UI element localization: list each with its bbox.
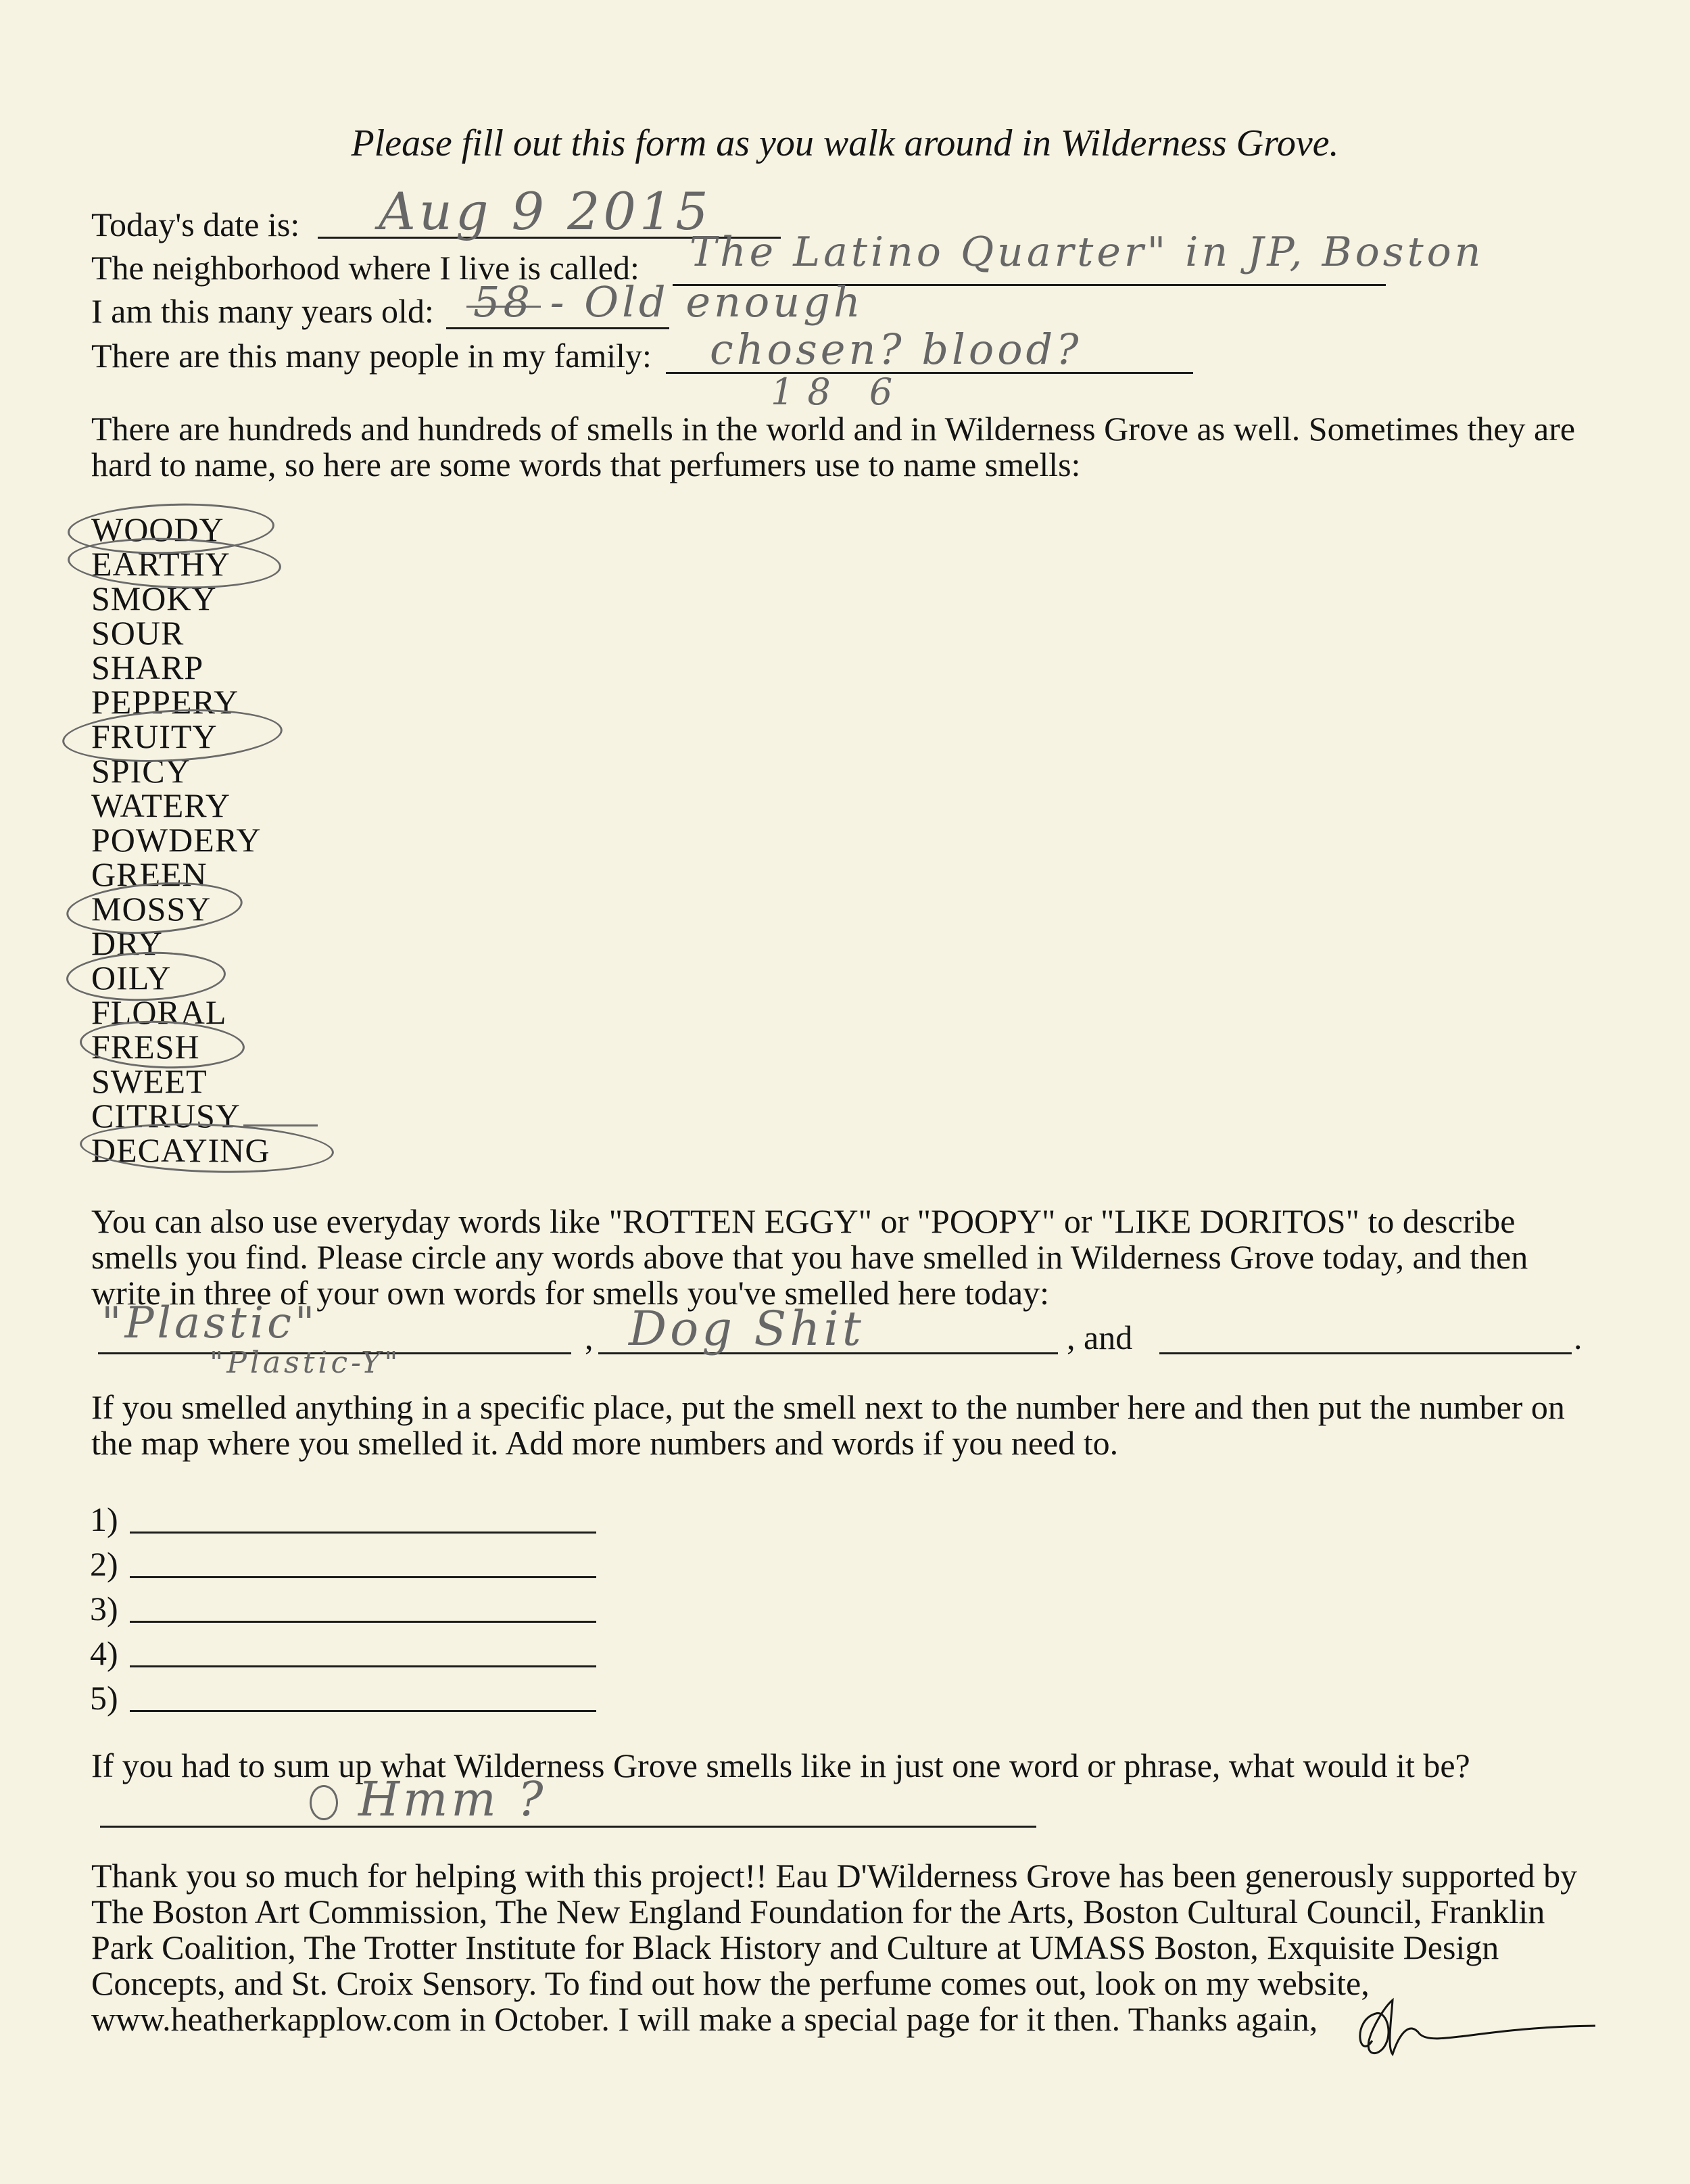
age-strike [466,306,541,308]
sum-up-mark [310,1785,338,1820]
smell-word[interactable]: CITRUSY [91,1097,241,1135]
citrusy-stroke [243,1124,318,1126]
smell-word[interactable]: EARTHY [91,545,231,583]
smell-word[interactable]: PEPPERY [91,683,239,721]
own-word-period: . [1574,1319,1583,1356]
family-answer-numbers[interactable]: 18 6 [771,371,907,413]
intro-paragraph: There are hundreds and hundreds of smells in the world and in Wilderness Grove as well. Sometimes they are hard to name, so here are some words that perfumers use to name smells: [91,410,1576,483]
smell-word[interactable]: WATERY [91,786,231,824]
number-label: 3) [90,1590,118,1628]
smell-word[interactable]: OILY [91,959,172,997]
own-word-comma: , [585,1319,594,1356]
number-label: 4) [90,1634,118,1672]
specific-paragraph: If you smelled anything in a specific place, put the smell next to the number here and then put the number on the map where you smelled it. Add more numbers and words if you need to. [91,1388,1565,1462]
neighborhood-answer[interactable]: The Latino Quarter" in JP, Boston [690,229,1484,276]
number-line[interactable] [130,1665,596,1667]
smell-word[interactable]: SMOKY [91,579,217,617]
number-line[interactable] [130,1621,596,1623]
own-word-1-note: "Plastic-Y" [210,1346,402,1380]
smell-word[interactable]: SOUR [91,614,185,652]
own-word-1[interactable]: "Plastic" [101,1298,318,1348]
family-answer[interactable]: chosen? blood? [710,325,1082,374]
family-label: There are this many people in my family: [91,337,652,375]
smell-word[interactable]: GREEN [91,855,208,893]
number-line[interactable] [130,1576,596,1578]
smell-word[interactable]: WOODY [91,511,224,548]
date-label: Today's date is: [91,206,300,243]
sum-up-answer[interactable]: Hmm ? [358,1772,547,1827]
smell-word[interactable]: SPICY [91,752,191,790]
age-answer[interactable]: 58 - Old enough [473,277,864,327]
number-label: 1) [90,1500,118,1538]
everyday-paragraph: You can also use everyday words like "ROTTEN EGGY" or "POOPY" or "LIKE DORITOS" to describe smells you find. Please circle any words above that you have smelled in Wilderness Grove today, and then write in three of your own words for smells you've smelled here today: [91,1202,1528,1312]
smell-word[interactable]: FLORAL [91,993,227,1031]
own-word-2[interactable]: Dog Shit [629,1301,865,1356]
smell-word[interactable]: MOSSY [91,890,212,928]
smell-word[interactable]: FRUITY [91,717,218,755]
date-answer[interactable]: Aug 9 2015 [379,181,712,241]
sum-up-question: If you had to sum up what Wilderness Grove smells like in just one word or phrase, what would it be? [91,1747,1470,1784]
number-label: 5) [90,1679,118,1717]
signature [1345,1993,1602,2068]
smell-word[interactable]: DECAYING [91,1131,270,1169]
number-label: 2) [90,1545,118,1583]
smell-word[interactable]: DRY [91,924,163,962]
age-line [446,327,669,329]
number-line[interactable] [130,1532,596,1534]
own-word-and: , and [1067,1319,1133,1356]
neighborhood-label: The neighborhood where I live is called: [91,249,639,287]
smell-word[interactable]: SHARP [91,648,204,686]
smell-word[interactable]: POWDERY [91,821,262,859]
age-label: I am this many years old: [91,292,434,330]
number-line[interactable] [130,1710,596,1712]
thanks-paragraph: Thank you so much for helping with this project!! Eau D'Wilderness Grove has been generously supported by The Boston Art Commission, The New England Foundation for the Arts, Boston Cultural Council, Franklin Park Coalition, The Trotter Institute for Black History and Culture at UMASS Boston, Exquisite Design Concepts, and St. Croix Sensory. To find out how the perfume comes out, look on my website, www.heatherkapplow.com in October. I will make a special page for it then. Thanks again, [91,1857,1578,2038]
own-word-3-line [1159,1352,1572,1354]
smell-word[interactable]: SWEET [91,1062,208,1100]
smell-word[interactable]: FRESH [91,1028,200,1066]
sum-up-line [100,1826,1036,1828]
form-title: Please fill out this form as you walk around in Wilderness Grove. [351,122,1339,164]
